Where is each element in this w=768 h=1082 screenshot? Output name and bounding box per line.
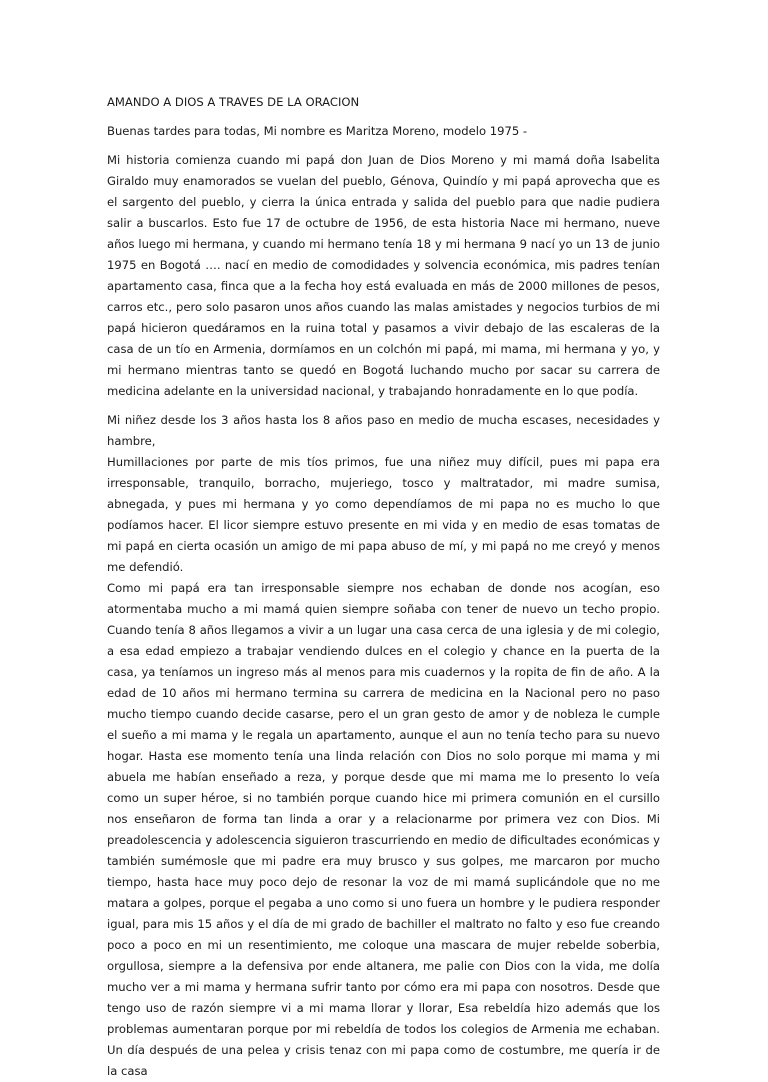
- story-paragraph-childhood: Mi niñez desde los 3 años hasta los 8 años paso en medio de mucha escases, necesidades y hambre,: [107, 413, 660, 448]
- story-paragraph-adolescence: Como mi papá era tan irresponsable siempre nos echaban de donde nos acogían, eso atormentaba mucho a mi mamá quien siempre soñaba con tener de nuevo un techo propio. Cuando tenía 8 años llegamos a vivir a un lugar una casa cerca de una iglesia y de mi colegio, a esa edad empiezo a trabajar vendiendo dulces en el colegio y chance en la puerta de la casa, ya teníamos un ingreso más al menos para mis cuadernos y la ropita de fin de año. A la edad de 10 años mi hermano termina su carrera de medicina en la Nacional pero no paso mucho tiempo cuando decide casarse, pero el un gran gesto de amor y de nobleza le cumple el sueño a mi mama y le regala un apartamento, aunque el aun no tenía techo para su nuevo hogar. Hasta ese momento tenía una linda relación con Dios no solo porque mi mama y mi abuela me habían enseñado a reza, y porque desde que mi mama me lo presento lo veía como un super héroe, si no también porque cuando hice mi primera comunión en el cursillo nos enseñaron de forma tan linda a orar y a relacionarme por primera vez con Dios. Mi preadolescencia y adolescencia siguieron trascurriendo en medio de dificultades económicas y también sumémosle que mi padre era muy brusco y sus golpes, me marcaron por mucho tiempo, hasta hace muy poco dejo de resonar la voz de mi mamá suplicándole que no me matara a golpes, porque el pegaba a uno como si uno fuera un hombre y le pudiera responder igual, para mis 15 años y el día de mi grado de bachiller el maltrato no falto y eso fue creando poco a poco en mi un resentimiento, me coloque una mascara de mujer rebelde soberbia, orgullosa, siempre a la defensiva por ende altanera, me palie con Dios con la vida, me dolía mucho ver a mi mama y hermana sufrir tanto por cómo era mi papa con nosotros. Desde que tengo uso de razón siempre vi a mi mama llorar y llorar, Esa rebeldía hizo además que los problemas aumentaran porque por mi rebeldía de todos los colegios de Armenia me echaban. Un día después de una pelea y crisis tenaz con mi papa como de costumbre, me quería ir de la casa: [107, 581, 660, 1078]
- document-body: [107, 92, 660, 1082]
- document-title: AMANDO A DIOS A TRAVES DE LA ORACION: [107, 95, 360, 109]
- greeting-paragraph: Buenas tardes para todas, Mi nombre es Maritza Moreno, modelo 1975 -: [107, 124, 528, 138]
- story-paragraph-humiliations: Humillaciones por parte de mis tíos primos, fue una niñez muy difícil, pues mi papa era irresponsable, tranquilo, borracho, mujeriego, tosco y maltratador, mi madre sumisa, abnegada, y pues mi hermana y yo como dependíamos de mi papa no es mucho lo que podíamos hacer. El licor siempre estuvo presente en mi vida y en medio de esas tomatas de mi papá en cierta ocasión un amigo de mi papa abuso de mí, y mi papá no me creyó y menos me defendió.: [107, 455, 660, 574]
- story-paragraph-origin: Mi historia comienza cuando mi papá don Juan de Dios Moreno y mi mamá doña Isabelita Giraldo muy enamorados se vuelan del pueblo, Génova, Quindío y mi papá aprovecha que es el sargento del pueblo, y cierra la única entrada y salida del pueblo para que nadie pudiera salir a buscarlos. Esto fue 17 de octubre de 1956, de esta historia Nace mi hermano, nueve años luego mi hermana, y cuando mi hermano tenía 18 y mi hermana 9 nací yo un 13 de junio 1975 en Bogotá …. nací en medio de comodidades y solvencia económica, mis padres tenían apartamento casa, finca que a la fecha hoy está evaluada en más de 2000 millones de pesos, carros etc., pero solo pasaron unos años cuando las malas amistades y negocios turbios de mi papá hicieron quedáramos en la ruina total y pasamos a vivir debajo de las escaleras de la casa de un tío en Armenia, dormíamos en un colchón mi papá, mi mama, mi hermana y yo, y mi hermano mientras tanto se quedó en Bogotá luchando mucho por sacar su carrera de medicina adelante en la universidad nacional, y trabajando honradamente en lo que podía.: [107, 153, 660, 398]
